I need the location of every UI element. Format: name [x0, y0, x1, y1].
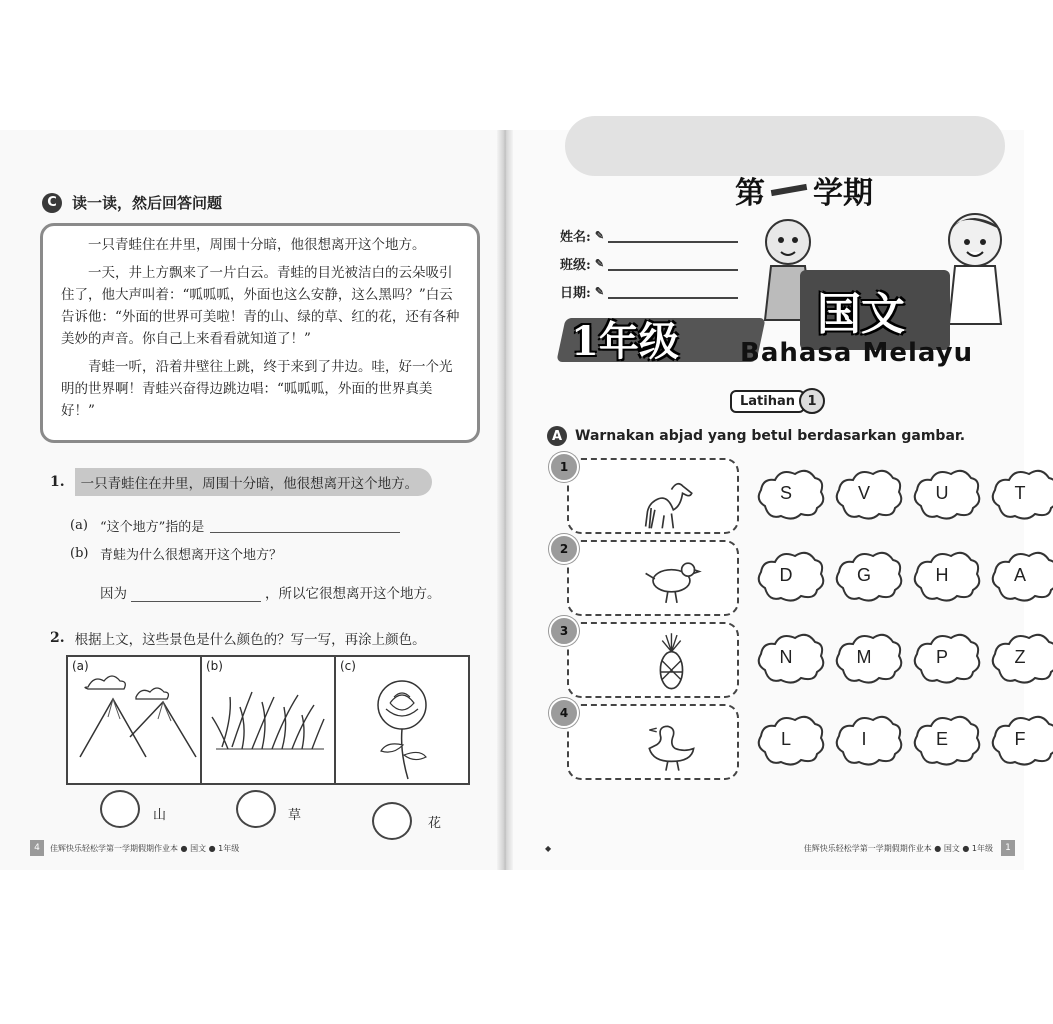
- letter-cloud[interactable]: [831, 630, 897, 684]
- pencil-icon: ✎: [594, 285, 605, 298]
- letter-option: U: [935, 482, 949, 503]
- story-box: [40, 223, 480, 443]
- letter-option: L: [780, 728, 791, 749]
- letter-option: N: [779, 646, 793, 667]
- semester-title: [735, 168, 873, 212]
- letter-cloud[interactable]: [831, 712, 897, 766]
- word-mountain: 山: [153, 808, 167, 823]
- answer-prefix: 因为: [100, 586, 127, 602]
- picture-cell-rose: [336, 657, 468, 783]
- cloud-decoration: [565, 116, 1005, 176]
- letter-cloud[interactable]: [753, 630, 819, 684]
- question-2-text: 根据上文，这些景色是什么颜色的？写一写，再涂上颜色。: [74, 632, 426, 648]
- footer-text: 佳辉快乐轻松学第一学期假期作业本 ● 国文 ● 1年级: [803, 843, 993, 853]
- picture-cell-grass: [202, 657, 336, 783]
- question-number: 2.: [50, 630, 65, 646]
- word-grass: 草: [288, 808, 302, 823]
- subject-malay: Bahasa Melayu: [740, 338, 974, 368]
- semester-second: 学期: [813, 176, 873, 211]
- right-footer: [545, 840, 1015, 856]
- letter-cloud[interactable]: [753, 548, 819, 602]
- letter-cloud[interactable]: [909, 712, 975, 766]
- exercise-row: [557, 704, 1026, 778]
- question-1a: [70, 516, 400, 535]
- pineapple-icon: [569, 624, 737, 696]
- answer-line[interactable]: [210, 518, 400, 533]
- picture-table: [66, 655, 470, 785]
- latihan-label: Latihan: [730, 390, 805, 413]
- question-number: 1.: [50, 474, 65, 490]
- semester-first: 第: [735, 176, 765, 211]
- question-1b: [70, 544, 282, 563]
- letter-cloud[interactable]: [909, 548, 975, 602]
- rose-icon: [336, 657, 470, 783]
- form-line[interactable]: [608, 229, 738, 243]
- book-gutter: [497, 130, 513, 870]
- exercise-row: [557, 540, 1026, 614]
- letter-option: A: [1013, 564, 1026, 585]
- story-paragraph: 一天，井上方飘来了一片白云。青蛙的目光被洁白的云朵吸引住了，他大声叫着：“呱呱呱，外面也这么安静，这么黑吗？”白云告诉他：“外面的世界可美啦！青的山、绿的草、红的花，还有各种美妙的声音。你自己上来看看就知道了！”: [61, 265, 460, 347]
- semester-dash: [771, 184, 807, 196]
- letter-cloud[interactable]: [909, 466, 975, 520]
- row-number: 2: [549, 534, 579, 564]
- letter-option: E: [935, 728, 948, 749]
- picture-cell-mountains: [68, 657, 202, 783]
- letter-cloud[interactable]: [753, 466, 819, 520]
- form-line[interactable]: [608, 257, 738, 271]
- story-paragraph: 青蛙一听，沿着井壁往上跳，终于来到了井边。哇，好一个光明的世界啊！青蛙兴奋得边跳边唱：“呱呱呱，外面的世界真美好！”: [61, 359, 453, 419]
- section-c-header: [42, 192, 222, 213]
- cell-label: (c): [340, 659, 356, 673]
- page-number: 4: [30, 840, 44, 856]
- section-c-title: 读一读，然后回答问题: [72, 194, 223, 212]
- answer-suffix: ，所以它很想离开这个地方。: [265, 586, 441, 602]
- animal-picture-box: [567, 622, 739, 698]
- workbook-spread: [0, 130, 1024, 870]
- color-circle-mountain[interactable]: [100, 790, 140, 828]
- letter-option: Z: [1014, 646, 1026, 667]
- question-1-highlight: 一只青蛙住在井里，周围十分暗，他很想离开这个地方。: [75, 468, 433, 496]
- section-a-badge: A: [547, 426, 567, 446]
- row-number: 3: [549, 616, 579, 646]
- letter-cloud[interactable]: [987, 712, 1053, 766]
- animal-picture-box: [567, 540, 739, 616]
- letter-option: F: [1014, 728, 1026, 749]
- subq-text: 青蛙为什么很想离开这个地方？: [100, 548, 283, 563]
- answer-row: [100, 582, 441, 602]
- grade-banner: [561, 310, 751, 370]
- cell-label: (a): [72, 659, 89, 673]
- cell-label: (b): [206, 659, 223, 673]
- letter-option: D: [779, 564, 793, 585]
- answer-line[interactable]: [131, 587, 261, 602]
- section-a-header: [547, 426, 965, 446]
- letter-cloud[interactable]: [831, 548, 897, 602]
- letter-cloud[interactable]: [987, 548, 1053, 602]
- duck-icon: [569, 706, 737, 778]
- mountains-icon: [68, 657, 202, 783]
- footer-text: 佳辉快乐轻松学第一学期假期作业本 ● 国文 ● 1年级: [50, 843, 240, 853]
- color-circle-flower[interactable]: [372, 802, 412, 840]
- letter-option: I: [861, 728, 867, 749]
- exercise-row: [557, 622, 1026, 696]
- bird-icon: [569, 542, 737, 614]
- letter-cloud[interactable]: [987, 630, 1053, 684]
- subq-text: “这个地方”指的是: [100, 520, 205, 535]
- publisher-logo: ◆: [545, 843, 552, 853]
- story-paragraph: 一只青蛙住在井里，周围十分暗，他很想离开这个地方。: [88, 237, 426, 253]
- pencil-icon: ✎: [594, 229, 605, 242]
- subq-tag: (b): [70, 546, 89, 561]
- section-c-badge: C: [42, 193, 62, 213]
- question-2: [50, 628, 426, 648]
- letter-option: T: [1014, 482, 1026, 503]
- subject-chinese: 国文: [817, 289, 905, 340]
- left-footer: [30, 840, 239, 856]
- letter-cloud[interactable]: [831, 466, 897, 520]
- letter-cloud[interactable]: [909, 630, 975, 684]
- letter-option: S: [779, 482, 792, 503]
- form-label: 姓名:: [560, 230, 591, 245]
- letter-option: M: [856, 646, 872, 667]
- form-line[interactable]: [608, 285, 738, 299]
- form-class: [560, 254, 738, 273]
- animal-picture-box: [567, 458, 739, 534]
- row-number: 1: [549, 452, 579, 482]
- exercise-row: [557, 458, 1026, 532]
- page-number: 1: [1001, 840, 1015, 856]
- form-label: 班级:: [560, 258, 591, 273]
- letter-option: P: [935, 646, 948, 667]
- letter-option: G: [856, 564, 871, 585]
- subq-tag: (a): [70, 518, 88, 533]
- row-number: 4: [549, 698, 579, 728]
- letter-option: V: [857, 482, 870, 503]
- camel-icon: [569, 460, 737, 532]
- latihan-badge: [730, 388, 825, 414]
- question-1: [50, 468, 432, 496]
- right-page: [505, 130, 1024, 870]
- letter-cloud[interactable]: [753, 712, 819, 766]
- section-a-instruction: Warnakan abjad yang betul berdasarkan gambar.: [575, 428, 966, 444]
- letter-option: H: [935, 564, 949, 585]
- letter-cloud[interactable]: [987, 466, 1053, 520]
- grass-icon: [202, 657, 336, 783]
- color-circle-grass[interactable]: [236, 790, 276, 828]
- form-date: [560, 282, 738, 301]
- latihan-number: 1: [799, 388, 825, 414]
- grade-text: 1年级: [571, 318, 679, 365]
- pencil-icon: ✎: [594, 257, 605, 270]
- word-flower: 花: [428, 816, 442, 831]
- form-name: [560, 226, 738, 245]
- left-page: [0, 130, 505, 870]
- animal-picture-box: [567, 704, 739, 780]
- form-label: 日期:: [560, 286, 591, 301]
